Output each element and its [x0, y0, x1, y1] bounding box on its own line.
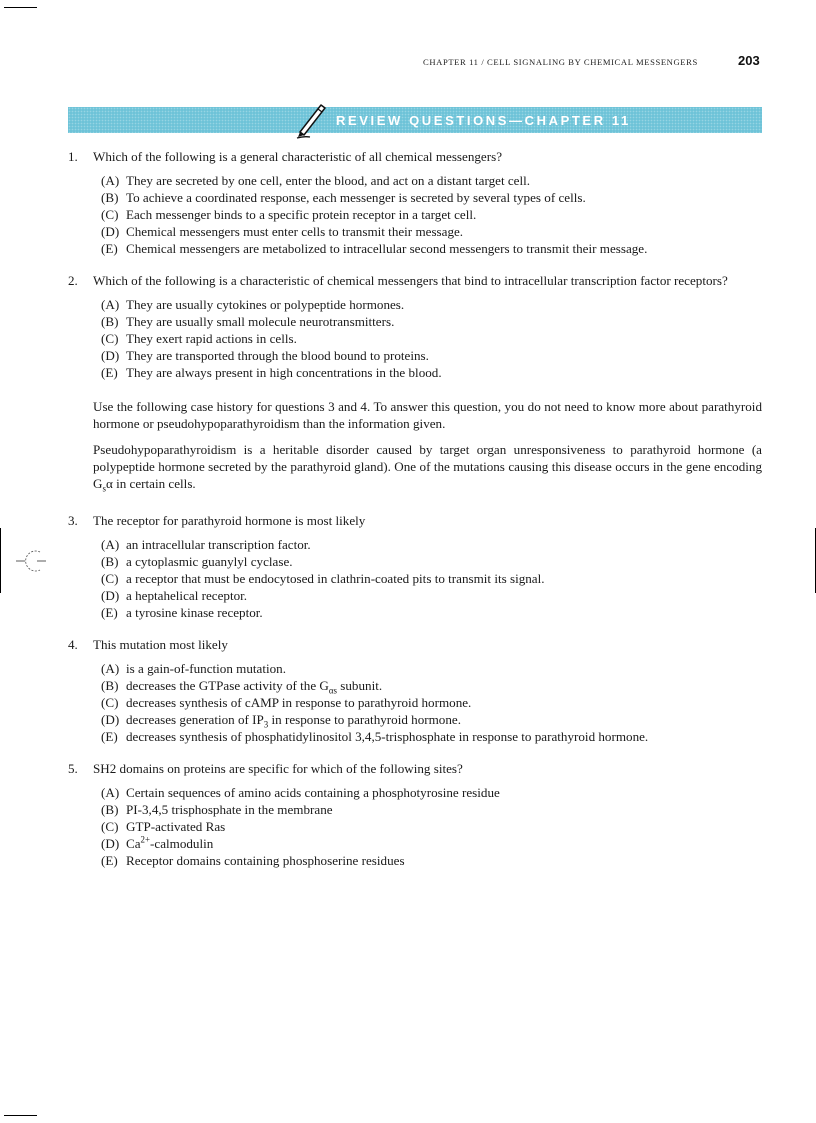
answer-option	[101, 852, 762, 869]
answer-option	[101, 728, 762, 745]
option-letter: (B)	[101, 314, 119, 329]
answer-option	[101, 587, 762, 604]
question-4	[68, 636, 762, 745]
answer-option	[101, 364, 762, 381]
option-text-post: -calmodulin	[150, 836, 214, 851]
subscript: 3	[263, 719, 269, 730]
option-text: PI-3,4,5 trisphosphate in the membrane	[126, 802, 333, 817]
option-text: an intracellular transcription factor.	[126, 537, 311, 552]
answer-option	[101, 553, 762, 570]
option-letter: (B)	[101, 190, 119, 205]
option-letter: (D)	[101, 224, 120, 239]
option-text-pre: Ca	[126, 836, 141, 851]
question-number: 5.	[68, 761, 78, 776]
option-letter: (C)	[101, 571, 119, 586]
case-body	[93, 441, 762, 492]
answer-option	[101, 313, 762, 330]
option-letter: (E)	[101, 365, 118, 380]
option-letter: (E)	[101, 853, 118, 868]
option-text: decreases synthesis of phosphatidylinositol 3,4,5-trisphosphate in response to parathyroid hormone.	[126, 729, 649, 744]
subscript: s	[102, 483, 106, 494]
option-text: is a gain-of-function mutation.	[126, 661, 286, 676]
option-text: a heptahelical receptor.	[126, 588, 248, 603]
answer-option	[101, 660, 762, 677]
question-stem	[68, 636, 762, 653]
option-text-post: in response to parathyroid hormone.	[268, 712, 461, 727]
option-text: a tyrosine kinase receptor.	[126, 605, 263, 620]
option-text: a receptor that must be endocytosed in clathrin-coated pits to transmit its signal.	[126, 571, 545, 586]
answer-options	[101, 296, 762, 381]
answer-option	[101, 347, 762, 364]
page-number: 203	[738, 53, 760, 68]
option-text-pre: decreases generation of IP	[126, 712, 264, 727]
answer-option	[101, 835, 762, 852]
option-letter: (D)	[101, 588, 120, 603]
option-letter: (B)	[101, 802, 119, 817]
option-text: a cytoplasmic guanylyl cyclase.	[126, 554, 293, 569]
option-text-pre: decreases the GTPase activity of the G	[126, 678, 329, 693]
option-letter: (A)	[101, 173, 120, 188]
answer-options	[101, 784, 762, 869]
answer-option	[101, 604, 762, 621]
answer-option	[101, 296, 762, 313]
answer-option	[101, 818, 762, 835]
answer-option	[101, 694, 762, 711]
option-letter: (C)	[101, 207, 119, 222]
option-text	[126, 677, 382, 694]
banner-title: REVIEW QUESTIONS—CHAPTER 11	[336, 113, 631, 128]
option-text: Receptor domains containing phosphoserine residues	[126, 853, 405, 868]
option-letter: (C)	[101, 331, 119, 346]
option-text: decreases synthesis of cAMP in response to parathyroid hormone.	[126, 695, 472, 710]
question-stem	[68, 760, 762, 777]
option-text: Each messenger binds to a specific protein receptor in a target cell.	[126, 207, 477, 222]
answer-option	[101, 330, 762, 347]
subscript: αs	[328, 685, 338, 696]
option-text: Certain sequences of amino acids containing a phosphotyrosine residue	[126, 785, 500, 800]
option-text: They are usually small molecule neurotransmitters.	[126, 314, 395, 329]
question-3	[68, 512, 762, 621]
question-number: 3.	[68, 513, 78, 528]
question-number: 2.	[68, 273, 78, 288]
answer-option	[101, 172, 762, 189]
questions-body	[68, 148, 762, 884]
question-text: This mutation most likely	[93, 637, 228, 652]
option-letter: (D)	[101, 836, 120, 851]
option-letter: (D)	[101, 712, 120, 727]
option-text: To achieve a coordinated response, each messenger is secreted by several types of cells.	[126, 190, 586, 205]
registration-mark-icon	[16, 548, 46, 574]
answer-option	[101, 677, 762, 694]
answer-option	[101, 189, 762, 206]
option-letter: (E)	[101, 241, 118, 256]
answer-options	[101, 172, 762, 257]
option-letter: (A)	[101, 297, 120, 312]
question-stem	[68, 148, 762, 165]
answer-option	[101, 801, 762, 818]
question-number: 1.	[68, 149, 78, 164]
option-letter: (B)	[101, 554, 119, 569]
crop-mark-left-edge	[0, 528, 1, 593]
case-intro: Use the following case history for questions 3 and 4. To answer this question, you do not need to know more about parathyroid hormone or pseudohypoparathyroidism than the information given.	[93, 399, 762, 431]
option-text: Chemical messengers must enter cells to transmit their message.	[126, 224, 464, 239]
option-text: They are always present in high concentrations in the blood.	[126, 365, 442, 380]
pencil-icon	[294, 99, 328, 139]
option-text	[126, 835, 213, 852]
option-letter: (B)	[101, 678, 119, 693]
answer-option	[101, 223, 762, 240]
crop-mark-top-left	[4, 7, 37, 8]
question-number: 4.	[68, 637, 78, 652]
case-text: Pseudohypoparathyroidism is a heritable disorder caused by target organ unresponsiveness to parathyroid hormone (a polypeptide hormone secreted by the parathyroid gland). One of the mutations causing this disease occurs in the gene encoding G	[93, 442, 762, 491]
answer-option	[101, 570, 762, 587]
option-letter: (C)	[101, 695, 119, 710]
option-text: They are secreted by one cell, enter the blood, and act on a distant target cell.	[126, 173, 531, 188]
question-stem	[68, 512, 762, 529]
case-text-end: α in certain cells.	[105, 476, 196, 491]
question-text: Which of the following is a general characteristic of all chemical messengers?	[93, 149, 503, 164]
answer-option	[101, 711, 762, 728]
option-letter: (A)	[101, 661, 120, 676]
option-text	[126, 711, 461, 728]
answer-option	[101, 240, 762, 257]
answer-options	[101, 660, 762, 745]
option-text-post: subunit.	[337, 678, 383, 693]
option-letter: (E)	[101, 729, 118, 744]
running-head: CHAPTER 11 / CELL SIGNALING BY CHEMICAL MESSENGERS	[423, 57, 698, 67]
answer-option	[101, 206, 762, 223]
question-stem	[68, 272, 762, 289]
question-1	[68, 148, 762, 257]
option-text: They exert rapid actions in cells.	[126, 331, 297, 346]
option-text: Chemical messengers are metabolized to intracellular second messengers to transmit their message.	[126, 241, 648, 256]
option-text: They are transported through the blood bound to proteins.	[126, 348, 429, 363]
option-letter: (D)	[101, 348, 120, 363]
option-text: GTP-activated Ras	[126, 819, 226, 834]
option-letter: (A)	[101, 785, 120, 800]
question-text: Which of the following is a characteristic of chemical messengers that bind to intracellular transcription factor receptors?	[93, 273, 728, 288]
crop-mark-bottom-left	[4, 1115, 37, 1116]
option-letter: (A)	[101, 537, 120, 552]
option-letter: (C)	[101, 819, 119, 834]
question-2	[68, 272, 762, 381]
option-text: They are usually cytokines or polypeptide hormones.	[126, 297, 405, 312]
answer-options	[101, 536, 762, 621]
answer-option	[101, 536, 762, 553]
section-banner	[68, 107, 762, 133]
question-text: SH2 domains on proteins are specific for which of the following sites?	[93, 761, 463, 776]
option-letter: (E)	[101, 605, 118, 620]
question-text: The receptor for parathyroid hormone is most likely	[93, 513, 366, 528]
question-5	[68, 760, 762, 869]
answer-option	[101, 784, 762, 801]
superscript: 2+	[140, 834, 151, 845]
